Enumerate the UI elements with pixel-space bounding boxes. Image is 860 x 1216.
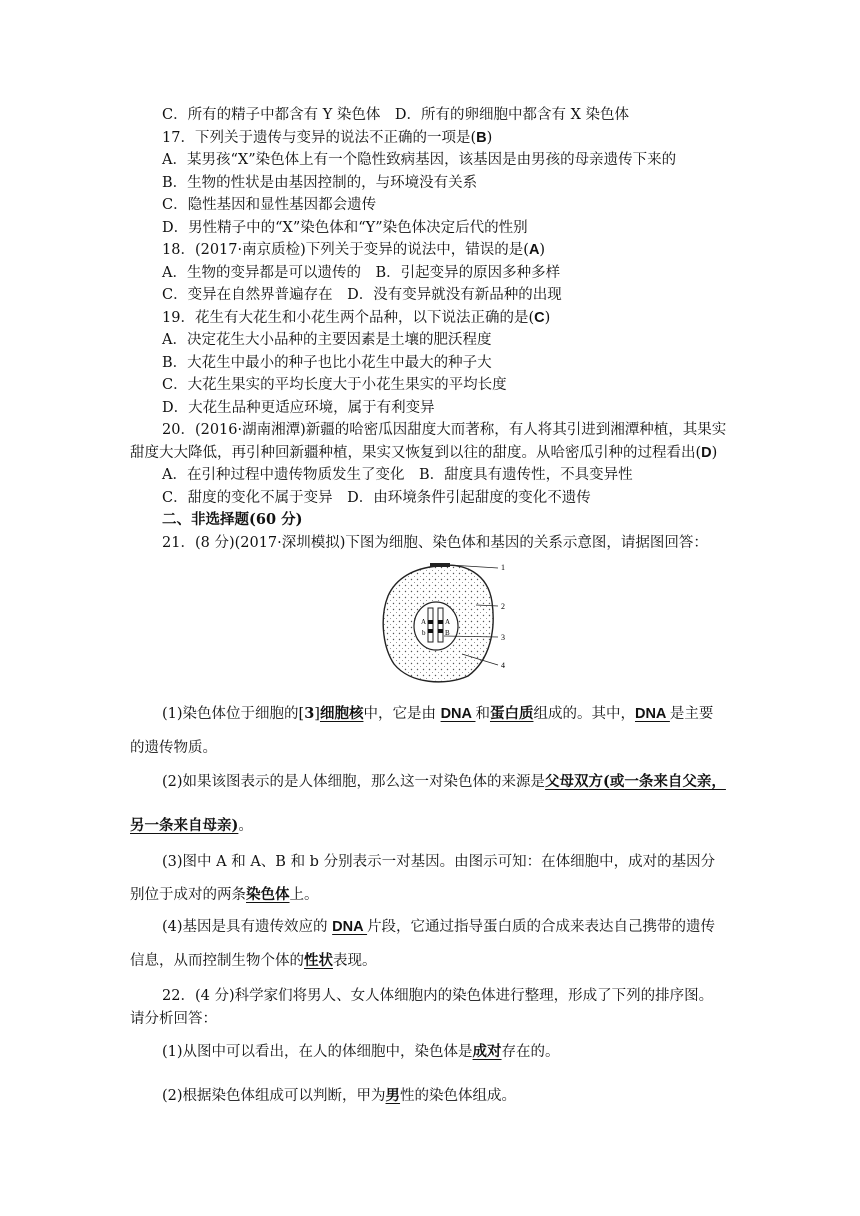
chromosome-left bbox=[428, 608, 433, 642]
callout-3: 3 bbox=[501, 633, 505, 642]
q21-answer-3: (3)图中 A 和 A、B 和 b 分别表示一对基因。由图示可知：在体细胞中，成对的基因分 bbox=[162, 854, 716, 870]
q19-option-c: C．大花生果实的平均长度大于小花生果实的平均长度 bbox=[162, 377, 507, 393]
q18-answer: A bbox=[528, 242, 540, 258]
q17-option-d: D．男性精子中的“X”染色体和“Y”染色体决定后代的性别 bbox=[162, 220, 528, 236]
section-heading: 二、非选择题(60 分) bbox=[162, 511, 303, 528]
callout-4: 4 bbox=[501, 661, 505, 670]
q16-option-cd: C．所有的精子中都含有 Y 染色体 D．所有的卵细胞中都含有 X 染色体 bbox=[162, 107, 630, 123]
q17-option-b: B．生物的性状是由基因控制的，与环境没有关系 bbox=[162, 175, 478, 191]
chromosome-right bbox=[438, 608, 443, 642]
q20-option-ab: A．在引种过程中遗传物质发生了变化 B．甜度具有遗传性，不具变异性 bbox=[162, 467, 633, 483]
q18-option-ab: A．生物的变异都是可以遗传的 B．引起变异的原因多种多样 bbox=[162, 265, 561, 281]
q21-answer-4: (4)基因是具有遗传效应的 DNA 片段，它通过指导蛋白质的合成来表达自己携带的遗传 bbox=[162, 919, 716, 935]
callout-2: 2 bbox=[501, 602, 505, 611]
q18-option-cd: C．变异在自然界普遍存在 D．没有变异就没有新品种的出现 bbox=[162, 287, 562, 303]
q18-stem: 18．(2017·南京质检)下列关于变异的说法中，错误的是(A) bbox=[162, 242, 546, 258]
q19-option-b: B．大花生中最小的种子也比小花生中最大的种子大 bbox=[162, 355, 492, 371]
q20-option-cd: C．甜度的变化不属于变异 D．由环境条件引起甜度的变化不遗传 bbox=[162, 490, 591, 506]
q21-answer-2: (2)如果该图表示的是人体细胞，那么这一对染色体的来源是父母双方(或一条来自父亲， bbox=[162, 773, 726, 790]
q20-answer: D bbox=[701, 445, 712, 461]
q22-answer-2: (2)根据染色体组成可以判断，甲为男性的染色体组成。 bbox=[162, 1087, 517, 1104]
q20-stem-line1: 20．(2016·湖南湘潭)新疆的哈密瓜因甜度大而著称，有人将其引进到湘潭种植，其果实 bbox=[162, 422, 727, 438]
q22-stem: 22．(4 分)科学家们将男人、女人体细胞内的染色体进行整理，形成了下列的排序图。 bbox=[162, 988, 714, 1004]
q17-option-c: C．隐性基因和显性基因都会遗传 bbox=[162, 197, 377, 213]
q20-stem-line2: 甜度大大降低，再引种回新疆种植，果实又恢复到以往的甜度。从哈密瓜引种的过程看出(D) bbox=[130, 445, 718, 461]
q22-answer-1: (1)从图中可以看出，在人的体细胞中，染色体是成对存在的。 bbox=[162, 1043, 560, 1060]
nucleus bbox=[414, 602, 458, 650]
q17-stem: 17．下列关于遗传与变异的说法不正确的一项是(B) bbox=[162, 130, 493, 146]
q19-option-d: D．大花生品种更适应环境，属于有利变异 bbox=[162, 400, 435, 416]
q19-option-a: A．决定花生大小品种的主要因素是土壤的肥沃程度 bbox=[162, 332, 492, 348]
gene-label-left-1: A bbox=[421, 618, 427, 626]
q21-answer-2-cont: 另一条来自母亲)。 bbox=[130, 817, 253, 834]
cell-wall-mark bbox=[430, 563, 450, 567]
gene-label-left-2: b bbox=[422, 629, 426, 637]
gene-label-right-1: A bbox=[445, 618, 451, 626]
q21-answer-3-cont: 别位于成对的两条染色体上。 bbox=[130, 886, 319, 903]
q21-answer-1: (1)染色体位于细胞的[3]细胞核中，它是由 DNA 和蛋白质组成的。其中，DNA 是主要 bbox=[162, 705, 714, 722]
q21-stem: 21．(8 分)(2017·深圳模拟)下图为细胞、染色体和基因的关系示意图，请据图回答： bbox=[162, 535, 708, 551]
q19-answer: C bbox=[534, 310, 545, 326]
q17-answer: B bbox=[476, 130, 487, 146]
q21-answer-1-cont: 的遗传物质。 bbox=[130, 740, 217, 756]
q19-stem: 19．花生有大花生和小花生两个品种，以下说法正确的是(C) bbox=[162, 310, 551, 326]
gene-label-right-2: B bbox=[445, 629, 450, 637]
q17-option-a: A．某男孩“X”染色体上有一个隐性致病基因，该基因是由男孩的母亲遗传下来的 bbox=[162, 152, 677, 168]
cell-diagram bbox=[380, 560, 520, 688]
callout-1: 1 bbox=[501, 563, 505, 572]
q21-answer-4-cont: 信息，从而控制生物个体的性状表现。 bbox=[130, 952, 377, 969]
q22-stem-cont: 请分析回答： bbox=[130, 1011, 217, 1027]
